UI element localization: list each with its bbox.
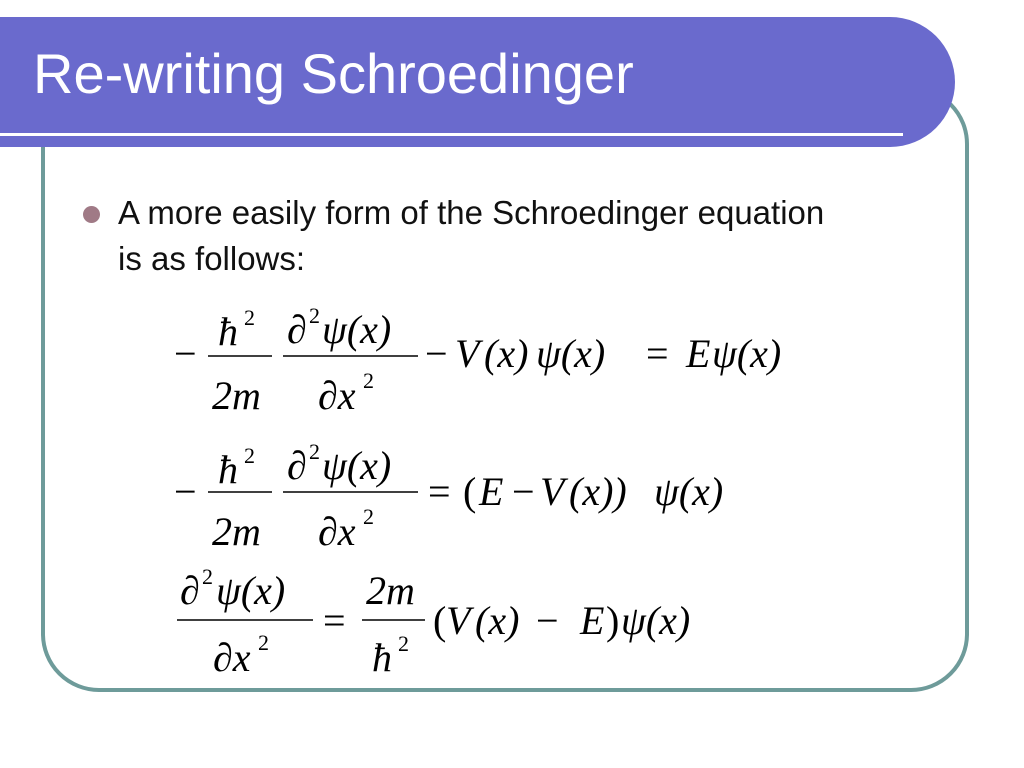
eq2-minus: − xyxy=(512,469,535,514)
eq1-equals: = xyxy=(646,331,669,376)
eq1-e: E xyxy=(686,331,711,376)
eq1-hbar-exp: 2 xyxy=(244,305,255,330)
page-title: Re-writing Schroedinger xyxy=(33,42,634,105)
eq1-psi-rhs: ψ(x) xyxy=(712,331,782,376)
eq2-dx: ∂x xyxy=(318,509,356,554)
eq3-psi: ψ(x) xyxy=(621,598,691,643)
eq2-open-paren: ( xyxy=(463,469,477,514)
eq1-minus-v: − xyxy=(425,331,448,376)
eq3-equals: = xyxy=(323,598,346,643)
eq2-partial: ∂ xyxy=(287,443,307,488)
eq2-psi: ψ(x) xyxy=(654,469,724,514)
eq2-two-m: 2m xyxy=(212,509,261,554)
eq3-v-args: (x) xyxy=(475,598,520,643)
eq3-open-paren: ( xyxy=(433,598,447,643)
eq2-v: V xyxy=(540,469,565,514)
eq1-partial: ∂ xyxy=(287,307,307,352)
content-frame xyxy=(41,86,969,692)
eq3-hbar: ħ xyxy=(372,635,392,680)
eq3-two-m: 2m xyxy=(366,568,415,613)
bullet-dot-icon xyxy=(83,206,100,223)
eq3-partial: ∂ xyxy=(180,568,200,613)
eq1-two-m: 2m xyxy=(212,373,261,418)
eq3-hbar-exp: 2 xyxy=(398,631,409,656)
eq2-hbar-exp: 2 xyxy=(244,443,255,468)
eq3-dx: ∂x xyxy=(213,635,251,680)
eq2-hbar: ħ xyxy=(218,447,238,492)
eq2-dx-exp: 2 xyxy=(363,504,374,529)
eq1-dx-exp: 2 xyxy=(363,368,374,393)
eq2-psi-x: ψ(x) xyxy=(322,443,392,488)
eq1-psi-x: ψ(x) xyxy=(322,307,392,352)
eq1-v-args: (x) xyxy=(484,331,529,376)
eq3-close-paren: ) xyxy=(606,598,620,643)
eq1-leading-minus: − xyxy=(174,331,197,376)
eq2-equals: = xyxy=(428,469,451,514)
eq1-v: V xyxy=(455,331,480,376)
eq3-v: V xyxy=(446,598,471,643)
eq1-dx: ∂x xyxy=(318,373,356,418)
eq1-psi-term: ψ(x) xyxy=(536,331,606,376)
eq2-partial-exp: 2 xyxy=(309,439,320,464)
eq1-hbar: ħ xyxy=(218,309,238,354)
title-underline xyxy=(0,133,903,136)
eq3-psi-x: ψ(x) xyxy=(216,568,286,613)
eq3-minus: − xyxy=(536,598,559,643)
eq3-partial-exp: 2 xyxy=(202,564,213,589)
eq2-e: E xyxy=(479,469,504,514)
eq2-v-args: (x)) xyxy=(569,469,627,514)
eq3-dx-exp: 2 xyxy=(258,630,269,655)
eq3-e: E xyxy=(580,598,605,643)
eq2-leading-minus: − xyxy=(174,469,197,514)
eq1-partial-exp: 2 xyxy=(309,303,320,328)
bullet-text: A more easily form of the Schroedinger equation is as follows: xyxy=(118,194,825,277)
